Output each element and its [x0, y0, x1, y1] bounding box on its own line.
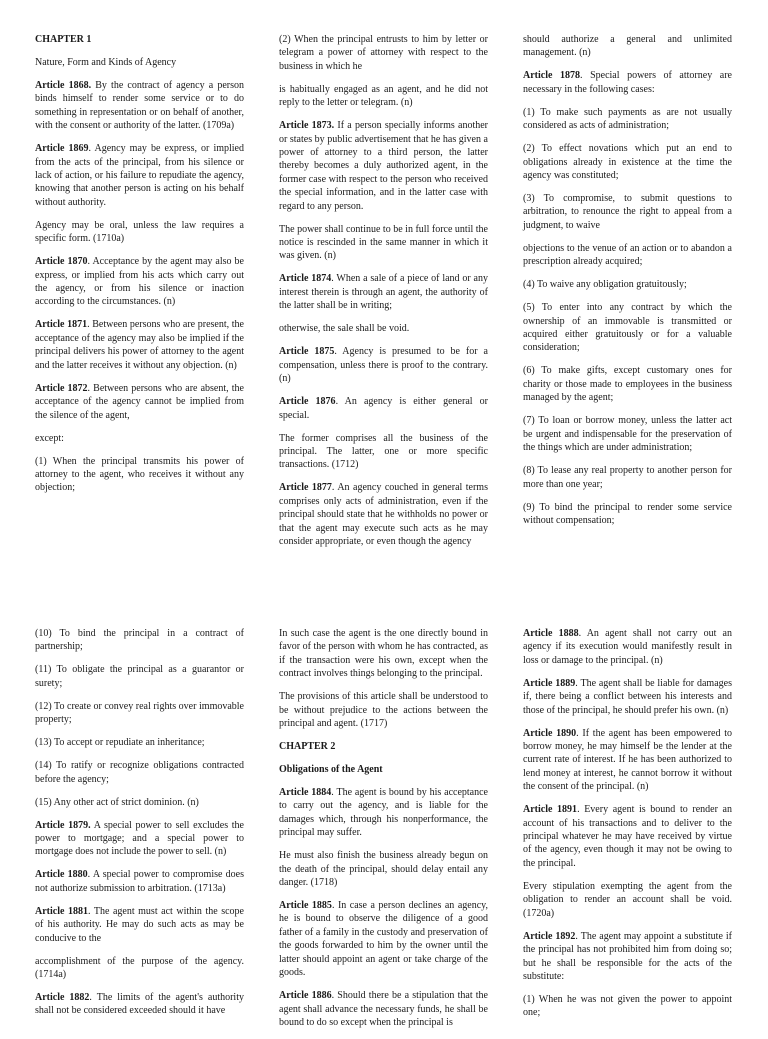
article-text: . Special powers of attorney are necessary in the following cases:	[523, 70, 732, 95]
body-paragraph: The power shall continue to be in full force until the notice is rescinded in the same manner in which it was given. (n)	[279, 223, 488, 262]
article-paragraph	[279, 272, 488, 312]
body-paragraph: (15) Any other act of strict dominion. (n)	[35, 796, 199, 808]
article-paragraph	[279, 345, 488, 385]
article-text: If a person specially informs another or states by public advertisement that he has given a power of attorney to a third person, the latter thereby becomes a duly authorized agent, in the former case with respect to the person who received the special information, and in the latter case with regard to any person.	[279, 120, 488, 212]
article-label: Article 1884	[279, 787, 332, 799]
article-label: Article 1890	[523, 727, 577, 739]
column-2	[279, 33, 488, 558]
article-text: . An agency couched in general terms comprises only acts of administration, even if the principal should state that he withholds no power or that the agent may execute such acts as he may consider appropriate, or even though the agency	[279, 482, 488, 547]
article-text: . An agency is either general or special.	[279, 396, 488, 421]
article-paragraph	[35, 382, 244, 422]
article-paragraph	[523, 727, 732, 794]
article-label: Article 1885	[279, 900, 332, 912]
body-paragraph: should authorize a general and unlimited management. (n)	[523, 34, 732, 59]
chapter-heading: CHAPTER 1	[35, 34, 92, 45]
article-label: Article 1888	[523, 628, 579, 639]
body-paragraph: The provisions of this article shall be understood to be without prejudice to the actions between the principal and agent. (1717)	[279, 691, 488, 730]
body-paragraph: (3) To compromise, to submit questions to arbitration, to renounce the right to appeal from a judgment, to waive	[523, 193, 732, 231]
body-paragraph: (1) When he was not given the power to appoint one;	[523, 993, 732, 1019]
article-paragraph	[35, 868, 244, 895]
body-paragraph: Every stipulation exempting the agent from the obligation to render an account shall be void. (1720a)	[523, 880, 732, 919]
article-text: By the contract of agency a person binds himself to render some service or to do something in representation or on behalf of another, with the consent or authority of the latter. (1709a)	[35, 80, 244, 132]
body-paragraph: (1) When the principal transmits his power of attorney to the agent, who receives it without any objection;	[35, 455, 244, 494]
chapter-heading: Obligations of the Agent	[279, 764, 383, 776]
article-text: . Agency may be express, or implied from the acts of the principal, from his silence or lack of action, or his failure to repudiate the agency, knowing that another person is acting on his behalf without authority.	[35, 143, 244, 208]
column-3	[523, 33, 732, 537]
article-text: . Between persons who are absent, the acceptance of the agency cannot be implied from the silence of the agent,	[35, 382, 244, 421]
article-paragraph	[279, 119, 488, 213]
article-label: Article 1880	[35, 869, 88, 881]
column-6	[523, 627, 732, 1029]
column-5	[279, 627, 488, 1039]
article-label: Article 1881	[35, 905, 88, 917]
body-paragraph: (14) To ratify or recognize obligations contracted before the agency;	[35, 760, 244, 785]
body-paragraph: (4) To waive any obligation gratuitously;	[523, 279, 687, 291]
article-paragraph	[279, 899, 488, 979]
body-paragraph: (11) To obligate the principal as a guarantor or surety;	[35, 664, 244, 689]
article-label: Article 1875	[279, 346, 335, 358]
article-paragraph	[279, 786, 488, 840]
article-paragraph	[35, 142, 244, 209]
article-label: Article 1870	[35, 256, 88, 268]
article-label: Article 1889	[523, 677, 576, 689]
body-paragraph: accomplishment of the purpose of the agency. (1714a)	[35, 955, 244, 981]
body-paragraph: (1) To make such payments as are not usually considered as acts of administration;	[523, 106, 732, 132]
article-paragraph	[279, 989, 488, 1029]
article-paragraph	[35, 79, 244, 133]
body-paragraph: (2) To effect novations which put an end to obligations already in existence at the time the agency was constituted;	[523, 143, 732, 182]
body-paragraph: (2) When the principal entrusts to him by letter or telegram a power of attorney with respect to the business in which he	[279, 34, 488, 72]
article-label: Article 1879.	[35, 819, 91, 831]
article-paragraph	[35, 905, 244, 945]
article-label: Article 1872	[35, 382, 88, 394]
article-paragraph	[279, 395, 488, 422]
body-paragraph: (12) To create or convey real rights over immovable property;	[35, 700, 244, 726]
body-paragraph: The former comprises all the business of the principal. The latter, one or more specific transactions. (1712)	[279, 432, 488, 471]
article-text: . The limits of the agent's authority shall not be considered exceeded should it have	[35, 992, 244, 1017]
article-text: . Should there be a stipulation that the agent shall advance the necessary funds, he shall be bound to do so except when the principal is	[279, 990, 488, 1028]
body-paragraph: objections to the venue of an action or to abandon a prescription already acquired;	[523, 242, 732, 268]
article-text: . In case a person declines an agency, he is bound to observe the diligence of a good father of a family in the custody and preservation of the goods forwarded to him by the owner until the latter should appoint an agent or take charge of the goods.	[279, 900, 488, 979]
article-text: . A special power to compromise does not authorize submission to arbitration. (1713a)	[35, 869, 244, 894]
article-paragraph	[279, 481, 488, 548]
body-paragraph: In such case the agent is the one directly bound in favor of the person with whom he has contracted, as if the transaction were his own, except when the contract involves things belonging to the principal.	[279, 628, 488, 680]
article-text: . Between persons who are present, the acceptance of the agency may also be implied if the principal delivers his power of attorney to the agent and the latter receives it without any objection. (n)	[35, 319, 244, 371]
article-paragraph	[523, 803, 732, 870]
article-text: . The agent is bound by his acceptance to carry out the agency, and is liable for the damages which, through his nonperformance, the principal may suffer.	[279, 787, 488, 839]
article-paragraph	[523, 930, 732, 984]
chapter-heading: CHAPTER 2	[279, 741, 336, 753]
article-label: Article 1877	[279, 482, 332, 494]
article-paragraph	[523, 69, 732, 96]
article-label: Article 1871	[35, 319, 88, 331]
body-paragraph: (9) To bind the principal to render some service without compensation;	[523, 501, 732, 526]
article-text: . When a sale of a piece of land or any interest therein is through an agent, the authority of the latter shall be in writing;	[279, 273, 488, 312]
body-paragraph: (13) To accept or repudiate an inheritance;	[35, 737, 205, 749]
body-paragraph: Agency may be oral, unless the law requires a specific form. (1710a)	[35, 219, 244, 245]
article-paragraph	[523, 677, 732, 717]
article-label: Article 1876	[279, 396, 336, 408]
article-text: . Every agent is bound to render an account of his transactions and to deliver to the principal whatever he may have received by virtue of the agency, even though it may not be owing to the principal.	[523, 804, 732, 869]
article-label: Article 1882	[35, 992, 90, 1004]
article-label: Article 1868.	[35, 80, 92, 91]
article-paragraph	[35, 255, 244, 309]
article-label: Article 1891	[523, 804, 578, 816]
body-paragraph: (6) To make gifts, except customary ones for charity or those made to employees in the business managed by the agent;	[523, 365, 732, 404]
article-label: Article 1886	[279, 990, 332, 1002]
article-text: . Agency is presumed to be for a compensation, unless there is proof to the contrary. (n)	[279, 346, 488, 385]
article-label: Article 1892	[523, 930, 576, 942]
body-paragraph: (5) To enter into any contract by which the ownership of an immovable is transmitted or acquired either gratuitously or for a valuable consideration;	[523, 302, 732, 354]
body-paragraph: (7) To loan or borrow money, unless the latter act be urgent and indispensable for the preservation of the things which are under administration;	[523, 415, 732, 454]
article-text: . If the agent has been empowered to borrow money, he may himself be the lender at the current rate of interest. If he has been authorized to lend money at interest, he cannot borrow it without the consent of the principal. (n)	[523, 727, 732, 793]
column-1	[35, 33, 244, 504]
article-text: . An agent shall not carry out an agency if its execution would manifestly result in loss or damage to the principal. (n)	[523, 628, 732, 666]
article-label: Article 1874	[279, 273, 332, 285]
body-paragraph: is habitually engaged as an agent, and he did not reply to the letter or telegram. (n)	[279, 83, 488, 109]
article-paragraph	[35, 318, 244, 372]
article-label: Article 1873.	[279, 120, 335, 132]
body-paragraph: Nature, Form and Kinds of Agency	[35, 57, 177, 68]
body-paragraph: otherwise, the sale shall be void.	[279, 323, 410, 335]
article-text: . The agent may appoint a substitute if the principal has not prohibited him from doing so; but he shall be responsible for the acts of the substitute:	[523, 930, 732, 982]
article-text: A special power to sell excludes the power to mortgage; and a special power to mortgage does not include the power to sell. (n)	[35, 819, 244, 858]
article-text: . Acceptance by the agent may also be express, or implied from his acts which carry out the agency, or from his silence or inaction according to the circumstances. (n)	[35, 256, 244, 308]
article-paragraph	[523, 627, 732, 667]
body-paragraph: (8) To lease any real property to another person for more than one year;	[523, 465, 732, 490]
article-label: Article 1869	[35, 143, 89, 155]
column-4	[35, 627, 244, 1027]
body-paragraph: (10) To bind the principal in a contract of partnership;	[35, 628, 244, 653]
article-paragraph	[35, 991, 244, 1018]
article-label: Article 1878	[523, 70, 580, 82]
body-paragraph: except:	[35, 432, 64, 444]
body-paragraph: He must also finish the business already begun on the death of the principal, should delay entail any danger. (1718)	[279, 850, 488, 889]
article-paragraph	[35, 819, 244, 859]
article-text: . The agent shall be liable for damages if, there being a conflict between his interests and those of the principal, he should prefer his own. (n)	[523, 677, 732, 716]
article-text: . The agent must act within the scope of his authority. He may do such acts as may be conducive to the	[35, 905, 244, 944]
